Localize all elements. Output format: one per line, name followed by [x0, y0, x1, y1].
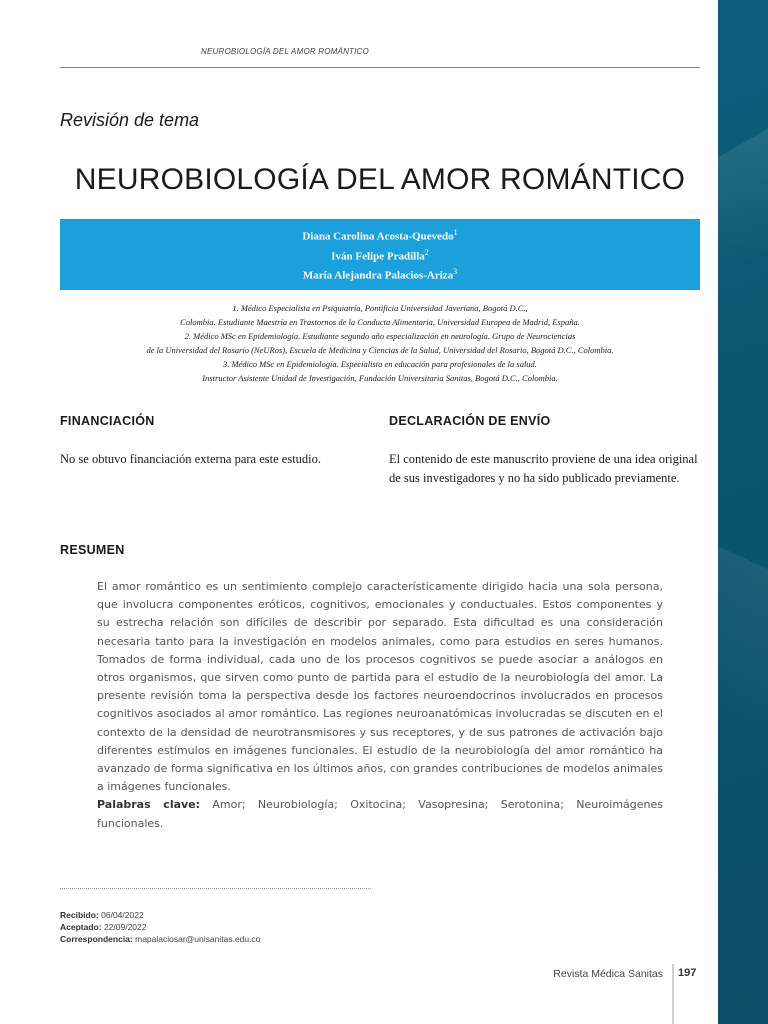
band-highlight: [718, 546, 768, 754]
footer-separator: [672, 964, 674, 1024]
footnote-divider: [60, 888, 371, 889]
affiliations: [60, 301, 700, 385]
authors-box: [60, 219, 700, 290]
correspondence-email[interactable]: mapalaciosar@unisanitas.edu.co: [135, 934, 261, 944]
page-number: 197: [678, 967, 697, 979]
side-decorative-band: [718, 0, 768, 1024]
keywords-label: Palabras clave:: [97, 798, 201, 812]
running-head: NEUROBIOLOGÍA DEL AMOR ROMÁNTICO: [201, 47, 369, 56]
affiliation-line: de la Universidad del Rosario (NeURos), Escuela de Medicina y Ciencias de la Salud, Universidad del Rosario, Bogotá D.C., Colombia.: [146, 345, 614, 355]
article-dates: [60, 909, 260, 945]
header-rule: [60, 67, 700, 68]
declaracion-text: El contenido de este manuscrito proviene de una idea original de sus investigadores y no ha sido publicado previamente.: [389, 452, 698, 485]
affiliation-line: 3. Médico MSc en Epidemiología. Especialista en educación para profesionales de la salud.: [223, 359, 537, 369]
author-line: [302, 225, 457, 245]
author-sup: 2: [424, 247, 429, 257]
received-date: Recibido: 06/04/2022: [60, 910, 144, 920]
resumen-heading: RESUMEN: [60, 543, 125, 557]
financiacion-text: No se obtuvo financiación externa para este estudio.: [60, 452, 322, 466]
abstract-text: El amor romántico es un sentimiento complejo característicamente dirigido hacia una sola persona, que involucra componentes eróticos, cognitivos, emocionales y conductuales. Estos componentes y su estrecha relación son difíciles de describir por separado. Esta dificultad es una consideración necesaria tanto para la investigación en modelos animales, como para estudios en seres humanos. Tomados de forma individual, cada uno de los procesos cognitivos se puede asociar a análogos en otros organismos, que sirven como punto de partida para el estudio de la neurobiología del amor. La presente revisión toma la perspectiva desde los factores neuroendocrinos involucrados en procesos cognitivos asociados al amor romántico. Las regiones neuroanatómicas involucradas se discuten en el contexto de la densidad de neurotransmisores y sus receptores, y de sus patrones de activación bajo diferentes estímulos en imágenes funcionales. El estudio de la neurobiología del amor romántico ha avanzado de forma significativa en los últimos años, con grandes contribuciones de modelos animales a imágenes funcionales.: [97, 580, 664, 794]
section-type: Revisión de tema: [60, 110, 200, 130]
author-name: María Alejandra Palacios-Ariza: [302, 269, 454, 282]
affiliation-line: 1. Médico Especialista en Psiquiatría, Pontificia Universidad Javeriana, Bogotá D.C.,: [232, 303, 528, 313]
affiliation-line: Colombia. Estudiante Maestría en Trastornos de la Conducta Alimentaria, Universidad Europea de Madrid, España.: [180, 317, 580, 327]
abstract-block: [97, 578, 663, 833]
keywords-list: Amor; Neurobiología; Oxitocina; Vasopresina; Serotonina; Neuroimágenes funcionales.: [97, 798, 663, 830]
author-line: [303, 264, 457, 284]
author-sup: 1: [453, 228, 458, 238]
author-line: [331, 245, 429, 265]
declaracion-heading: DECLARACIÓN DE ENVÍO: [389, 414, 551, 428]
correspondence: Correspondencia: mapalaciosar@unisanitas.edu.co: [60, 934, 261, 944]
affiliation-line: Instructor Asistente Unidad de Investigación, Fundación Universitaria Sanitas, Bogotá D.C., Colombia.: [202, 373, 558, 383]
author-name: Iván Felipe Pradilla: [331, 250, 425, 263]
journal-name: Revista Médica Sanitas: [553, 968, 663, 980]
band-highlight: [718, 123, 768, 278]
affiliation-line: 2. Médico MSc en Epidemiología. Estudiante segundo año especialización en neurología. Grupo de Neurociencias: [184, 331, 576, 341]
accepted-date: Aceptado: 22/09/2022: [60, 922, 147, 932]
financiacion-heading: FINANCIACIÓN: [60, 414, 155, 428]
article-title: NEUROBIOLOGÍA DEL AMOR ROMÁNTICO: [74, 163, 686, 196]
author-name: Diana Carolina Acosta-Quevedo: [302, 230, 454, 243]
keywords: [97, 796, 663, 832]
author-sup: 3: [453, 267, 458, 277]
